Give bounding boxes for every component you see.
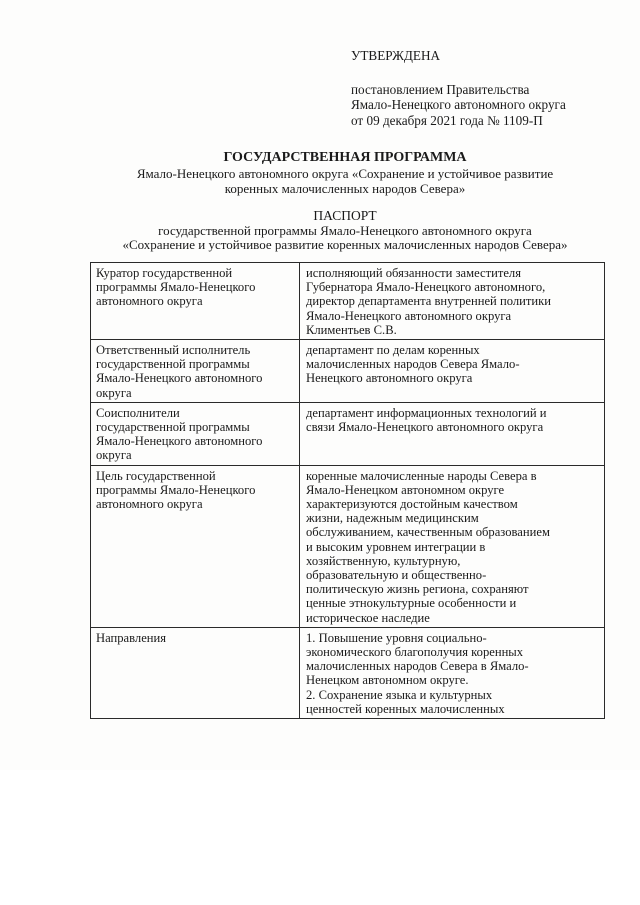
row-value-cell <box>300 402 605 465</box>
table-row <box>91 465 605 627</box>
row-value-line: Ямало-Ненецкого автономного округа <box>306 308 512 323</box>
row-value-line: коренные малочисленные народы Севера в <box>306 468 537 483</box>
row-label-line: Направления <box>96 630 167 645</box>
row-value-line: характеризуются достойным качеством <box>306 497 518 512</box>
row-value-line: директор департамента внутренней политики <box>306 294 551 309</box>
row-value-line: малочисленных народов Севера в Ямало- <box>306 659 529 674</box>
row-label-cell <box>91 402 300 465</box>
row-label-line: округа <box>96 385 132 400</box>
row-value-line: и высоким уровнем интеграции в <box>306 539 486 554</box>
table-row <box>91 402 605 465</box>
row-value-line: экономического благополучия коренных <box>306 645 524 660</box>
approval-line: постановлением Правительства <box>351 81 530 97</box>
row-label-line: программы Ямало-Ненецкого <box>96 482 256 497</box>
row-value-line: политическую жизнь региона, сохраняют <box>306 582 529 597</box>
passport-table <box>90 262 605 719</box>
program-title-block <box>80 150 610 196</box>
program-subtitle-line: коренных малочисленных народов Севера» <box>224 181 466 196</box>
row-label-line: Ответственный исполнитель <box>96 343 251 358</box>
row-value-line: малочисленных народов Севера Ямало- <box>306 357 520 372</box>
row-label-line: государственной программы <box>96 420 250 435</box>
row-label-line: Куратор государственной <box>96 266 233 280</box>
row-label-line: Ямало-Ненецкого автономного <box>96 371 263 386</box>
program-subtitle-line: Ямало-Ненецкого автономного округа «Сохранение и устойчивое развитие <box>136 166 554 181</box>
table-row <box>91 340 605 403</box>
row-label-line: автономного округа <box>96 497 203 512</box>
row-label-line: государственной программы <box>96 357 250 372</box>
row-value-line: департамент информационных технологий и <box>306 405 547 420</box>
row-label-line: округа <box>96 448 132 463</box>
row-value-cell <box>300 340 605 403</box>
row-label-cell <box>91 340 300 403</box>
approval-line: от 09 декабря 2021 года № 1109-П <box>351 112 543 128</box>
row-value-line: образовательную и общественно- <box>306 568 487 583</box>
row-label-cell <box>91 465 300 627</box>
row-label-line: Ямало-Ненецкого автономного <box>96 434 263 449</box>
passport-title: ПАСПОРТ <box>313 208 377 223</box>
approval-block <box>351 48 566 128</box>
row-value-line: исполняющий обязанности заместителя <box>306 266 522 280</box>
row-value-line: Ненецком автономном округе. <box>306 673 469 688</box>
row-value-cell <box>300 465 605 627</box>
row-value-line: связи Ямало-Ненецкого автономного округа <box>306 420 544 435</box>
row-value-line: жизни, надежным медицинским <box>306 511 479 526</box>
row-value-line: Ямало-Ненецком автономном округе <box>306 482 505 497</box>
row-label-line: программы Ямало-Ненецкого <box>96 280 256 295</box>
row-value-line: 1. Повышение уровня социально- <box>306 630 487 645</box>
passport-table-body <box>91 263 605 719</box>
row-value-line: Губернатора Ямало-Ненецкого автономного, <box>306 280 546 295</box>
passport-subtitle-line: государственной программы Ямало-Ненецкого автономного округа <box>158 222 532 238</box>
row-value-cell <box>300 263 605 340</box>
row-value-line: обслуживанием, качественным образованием <box>306 525 550 540</box>
row-value-line: 2. Сохранение языка и культурных <box>306 687 493 702</box>
row-label-line: Цель государственной <box>96 468 216 483</box>
approval-line: Ямало-Ненецкого автономного округа <box>351 97 566 112</box>
row-value-line: Ненецкого автономного округа <box>306 371 473 386</box>
approval-heading: УТВЕРЖДЕНА <box>351 48 441 63</box>
row-value-cell <box>300 627 605 718</box>
row-value-line: ценные этнокультурные особенности и <box>306 596 517 611</box>
passport-title-block <box>80 209 610 253</box>
row-label-line: Соисполнители <box>96 405 180 420</box>
row-value-line: ценностей коренных малочисленных <box>306 701 505 716</box>
table-row <box>91 627 605 718</box>
row-label-line: автономного округа <box>96 294 203 309</box>
table-row <box>91 263 605 340</box>
row-label-cell <box>91 627 300 718</box>
row-value-line: Климентьев С.В. <box>306 322 397 337</box>
row-value-line: хозяйственную, культурную, <box>306 553 461 568</box>
row-label-cell <box>91 263 300 340</box>
row-value-line: департамент по делам коренных <box>306 343 480 358</box>
blank-margin <box>0 770 640 905</box>
row-value-line: историческое наследие <box>306 610 430 625</box>
passport-subtitle-line: «Сохранение и устойчивое развитие коренных малочисленных народов Севера» <box>122 237 568 252</box>
program-title: ГОСУДАРСТВЕННАЯ ПРОГРАММА <box>223 150 467 165</box>
